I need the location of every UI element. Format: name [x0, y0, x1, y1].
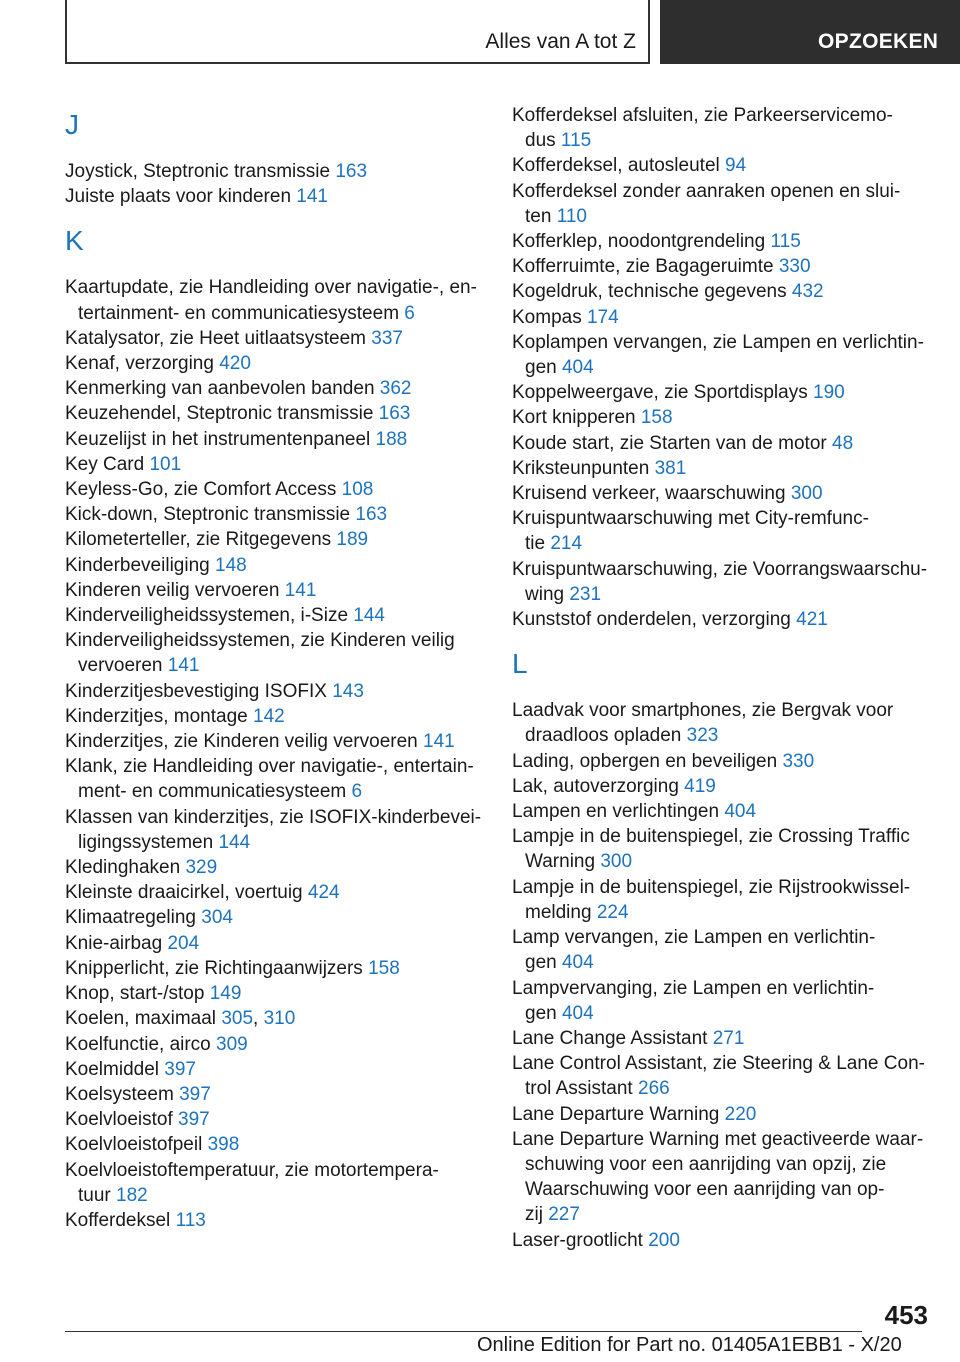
- page-link[interactable]: 419: [684, 775, 716, 797]
- index-entry: [65, 502, 485, 527]
- index-entry: [65, 981, 485, 1006]
- index-entry: [65, 1208, 485, 1233]
- index-entry-text: Klank, zie Handleiding over navigatie-, entertain- ment- en communicatiesysteem: [65, 756, 474, 803]
- index-entry: [512, 799, 942, 824]
- index-entry-text: Kogeldruk, technische gegevens: [512, 281, 787, 303]
- footer-edition: Online Edition for Part no. 01405A1EBB1 - X/20: [477, 1334, 902, 1356]
- page-link[interactable]: 330: [782, 750, 815, 772]
- page-link[interactable]: 144: [218, 831, 251, 853]
- page-link[interactable]: 115: [770, 231, 801, 253]
- page-link[interactable]: 148: [215, 554, 247, 576]
- page-link[interactable]: 101: [149, 453, 182, 475]
- page-link[interactable]: 231: [569, 583, 602, 605]
- page-number: 453: [884, 1300, 928, 1330]
- index-entry: [512, 925, 942, 975]
- page-link[interactable]: 141: [167, 655, 200, 677]
- index-entry-text: Kinderveiligheidssystemen, i-Size: [65, 605, 349, 627]
- index-entry-text: Kort knipperen: [512, 407, 636, 429]
- page-link[interactable]: 329: [185, 857, 218, 879]
- index-entry-text: Lane Control Assistant, zie Steering & Lane Con- trol Assistant: [512, 1053, 925, 1100]
- index-entry: [512, 229, 942, 254]
- page-link[interactable]: 108: [341, 479, 374, 501]
- page-link[interactable]: 163: [335, 161, 368, 182]
- page-link[interactable]: 337: [371, 327, 403, 349]
- page-link[interactable]: 404: [561, 357, 594, 379]
- index-entry-text: Key Card: [65, 453, 145, 475]
- index-letter-heading: L: [512, 648, 528, 680]
- page-link[interactable]: 300: [600, 851, 633, 873]
- page-link[interactable]: 188: [375, 428, 408, 450]
- page-link[interactable]: 143: [332, 680, 364, 702]
- page-link[interactable]: 141: [296, 186, 328, 208]
- index-entry-text: Kofferruimte, zie Bagageruimte: [512, 256, 774, 278]
- index-entry: [512, 976, 942, 1026]
- index-entry: [65, 628, 485, 678]
- index-entry-text: Klassen van kinderzitjes, zie ISOFIX-kinderbevei- ligingssystemen: [65, 806, 482, 853]
- page-link[interactable]: 381: [654, 457, 687, 479]
- index-entry: [65, 159, 485, 184]
- page-link[interactable]: 404: [561, 1002, 594, 1024]
- index-entry-text: Koelvloeistoftemperatuur, zie motortempera- tuur: [65, 1159, 439, 1206]
- index-entry: [512, 254, 942, 279]
- index-entry-text: Kompas: [512, 306, 582, 328]
- page-link[interactable]: 362: [379, 378, 412, 400]
- page-link[interactable]: 48: [832, 432, 854, 454]
- page-link[interactable]: 141: [423, 731, 455, 753]
- index-entry-text: Kunststof onderdelen, verzorging: [512, 609, 791, 631]
- page-link[interactable]: 421: [796, 609, 828, 631]
- index-entry-text: Kinderzitjes, zie Kinderen veilig vervoeren: [65, 731, 418, 753]
- index-entry-text: Kaartupdate, zie Handleiding over navigatie-, en- tertainment- en communicatiesysteem: [65, 277, 477, 324]
- index-entry-text: Kilometerteller, zie Ritgegevens: [65, 529, 332, 551]
- index-entry: [512, 380, 942, 405]
- index-entry-text: Lampje in de buitenspiegel, zie Crossing Traffic Warning: [512, 826, 910, 873]
- page-link[interactable]: 115: [560, 130, 592, 152]
- index-entry-text: Keyless-Go, zie Comfort Access: [65, 479, 337, 501]
- index-letter-heading: K: [65, 225, 84, 257]
- index-entry-text: Kofferdeksel: [65, 1209, 171, 1231]
- index-entry: [512, 431, 942, 456]
- index-entry-text: Kledinghaken: [65, 857, 181, 879]
- index-entry: [65, 754, 485, 804]
- index-entry: [65, 553, 485, 578]
- index-entry: [512, 607, 942, 632]
- index-entry: [65, 905, 485, 930]
- index-entry-text: Kofferdeksel, autosleutel: [512, 155, 720, 177]
- index-entry-text: Katalysator, zie Heet uitlaatsysteem: [65, 327, 366, 349]
- index-entry-text: Kofferklep, noodontgrendeling: [512, 231, 766, 253]
- index-entry-text: Kleinste draaicirkel, voertuig: [65, 882, 303, 904]
- index-entry-text: Koplampen vervangen, zie Lampen en verlichtin- gen: [512, 331, 924, 379]
- index-entry: [65, 679, 485, 704]
- index-entry: [65, 184, 485, 209]
- page-link[interactable]: 323: [686, 725, 719, 747]
- index-entry-text: Koppelweergave, zie Sportdisplays: [512, 382, 808, 404]
- index-entry: [65, 1032, 485, 1057]
- index-entry-text: Lane Change Assistant: [512, 1027, 708, 1049]
- index-entry: [512, 456, 942, 481]
- index-entry: [512, 1026, 942, 1051]
- index-entry-text: Kinderzitjes, montage: [65, 705, 248, 727]
- index-entry-text: Lampvervanging, zie Lampen en verlichtin- gen: [512, 977, 875, 1024]
- index-letter-heading: J: [65, 109, 79, 140]
- page-link[interactable]: 113: [175, 1209, 206, 1231]
- index-entry: [512, 153, 942, 178]
- footer-divider: [65, 1331, 862, 1332]
- index-entry-text: Kinderveiligheidssystemen, zie Kinderen veilig vervoeren: [65, 630, 455, 677]
- page-link[interactable]: 404: [724, 801, 757, 823]
- page-link[interactable]: 200: [648, 1229, 680, 1251]
- page-link[interactable]: 397: [164, 1058, 196, 1080]
- page-link[interactable]: 310: [263, 1008, 296, 1030]
- page-link[interactable]: 227: [548, 1204, 580, 1226]
- index-entry: [512, 506, 942, 556]
- page-link[interactable]: 397: [179, 1083, 211, 1105]
- index-entry-text: Koelvloeistof: [65, 1109, 173, 1131]
- header-title: Alles van A tot Z: [485, 30, 636, 53]
- index-entry-text: Klimaatregeling: [65, 907, 196, 929]
- index-entry-text: Knie-airbag: [65, 932, 163, 954]
- index-entry: [512, 1051, 942, 1101]
- index-entry: [65, 401, 485, 426]
- index-entry-text: Keuzehendel, Steptronic transmissie: [65, 403, 374, 425]
- index-entry: [512, 405, 942, 430]
- page-link[interactable]: 397: [178, 1109, 210, 1131]
- page-link[interactable]: 305: [221, 1008, 254, 1030]
- index-entry-text: Koelfunctie, airco: [65, 1033, 211, 1055]
- page-link[interactable]: 424: [307, 882, 340, 904]
- index-entry: [65, 1082, 485, 1107]
- index-entry: [65, 1158, 485, 1208]
- index-entry-text: Koude start, zie Starten van de motor: [512, 432, 827, 454]
- index-entry: [65, 1107, 485, 1132]
- index-entry-text: Knop, start-/stop: [65, 983, 205, 1005]
- page-link[interactable]: 110: [556, 205, 587, 227]
- index-entry: [65, 326, 485, 351]
- index-entry-text: Kofferdeksel afsluiten, zie Parkeerservicemo- dus: [512, 105, 893, 152]
- index-entry-text: Lamp vervangen, zie Lampen en verlichtin- gen: [512, 927, 876, 974]
- page-link[interactable]: 309: [216, 1033, 248, 1055]
- index-entry: [512, 1102, 942, 1127]
- page-link[interactable]: 6: [351, 781, 363, 803]
- index-entry-text: Juiste plaats voor kinderen: [65, 186, 292, 208]
- page-link[interactable]: 149: [209, 983, 242, 1005]
- index-entry: [65, 452, 485, 477]
- index-entry-text: Kenmerking van aanbevolen banden: [65, 378, 375, 400]
- section-tab[interactable]: [660, 0, 960, 64]
- index-entry-text: Kinderen veilig vervoeren: [65, 579, 280, 601]
- page-link[interactable]: 304: [201, 907, 233, 929]
- page-link[interactable]: 141: [284, 579, 317, 601]
- index-entry: [512, 557, 942, 607]
- index-entry: [512, 305, 942, 330]
- page-link[interactable]: 163: [378, 403, 411, 425]
- page-link[interactable]: 330: [778, 256, 811, 278]
- index-entry: [512, 749, 942, 774]
- page-link[interactable]: 163: [355, 504, 388, 526]
- page-link[interactable]: 404: [561, 952, 594, 974]
- index-entry: [512, 875, 942, 925]
- page-link[interactable]: 266: [638, 1078, 670, 1100]
- index-entry-text: Kick-down, Steptronic transmissie: [65, 504, 351, 526]
- index-entry: [65, 376, 485, 401]
- index-entry-text: Koelsysteem: [65, 1083, 174, 1105]
- letter-spacer: [65, 147, 485, 159]
- page-link[interactable]: 214: [550, 533, 583, 555]
- index-entry-text: Kinderzitjesbevestiging ISOFIX: [65, 680, 327, 702]
- page-link[interactable]: 6: [404, 302, 415, 324]
- index-entry-text: Laser-grootlicht: [512, 1229, 643, 1251]
- page-link[interactable]: 182: [116, 1184, 148, 1206]
- index-entry-text: Kruispuntwaarschuwing, zie Voorrangswaarschu- wing: [512, 558, 928, 605]
- index-entry: [512, 1228, 942, 1253]
- page-link[interactable]: 398: [207, 1134, 240, 1156]
- index-entry-text: Laadvak voor smartphones, zie Bergvak voor draadloos opladen: [512, 700, 894, 747]
- page-link[interactable]: 220: [724, 1103, 757, 1125]
- index-entry-text: Keuzelijst in het instrumentenpaneel: [65, 428, 371, 450]
- page-link[interactable]: 189: [336, 529, 369, 551]
- index-entry-text: Knipperlicht, zie Richtingaanwijzers: [65, 957, 363, 979]
- index-entry-text: Kinderbeveiliging: [65, 554, 210, 576]
- page-link[interactable]: 174: [586, 306, 619, 328]
- page-link[interactable]: 142: [253, 705, 285, 727]
- index-entry: [65, 931, 485, 956]
- letter-spacer: [65, 263, 485, 275]
- index-entry: [65, 351, 485, 376]
- index-entry: [512, 179, 942, 229]
- index-entry: [65, 704, 485, 729]
- index-entry-text: Koelen, maximaal: [65, 1008, 217, 1030]
- index-entry: [512, 824, 942, 874]
- page-link[interactable]: 271: [712, 1027, 745, 1049]
- index-entry-text: Kriksteunpunten: [512, 457, 650, 479]
- index-entry-text: Kofferdeksel zonder aanraken openen en slui- ten: [512, 180, 901, 227]
- index-entry-text: Kenaf, verzorging: [65, 353, 214, 375]
- section-label: OPZOEKEN: [818, 30, 939, 53]
- index-entry-text: Lane Departure Warning: [512, 1103, 720, 1125]
- index-entry: [512, 774, 942, 799]
- index-entry: Koelen, maximaal 305, 310: [65, 1008, 296, 1030]
- index-entry: [65, 956, 485, 981]
- index-entry-text: Kruispuntwaarschuwing met City-remfunc- tie: [512, 508, 869, 555]
- letter-spacer: [512, 686, 942, 698]
- index-entry: [65, 729, 485, 754]
- page-link[interactable]: 190: [813, 382, 845, 404]
- page-link[interactable]: 300: [790, 483, 823, 505]
- index-entry-text: Lading, opbergen en beveiligen: [512, 750, 778, 772]
- index-entry-text: Joystick, Steptronic transmissie: [65, 161, 331, 182]
- index-entry: [512, 279, 942, 304]
- index-entry-text: Lampje in de buitenspiegel, zie Rijstrookwissel- melding: [512, 876, 911, 923]
- page-link[interactable]: 144: [353, 605, 385, 627]
- page-link[interactable]: 158: [640, 407, 673, 429]
- index-entry: [65, 527, 485, 552]
- index-entry: [65, 578, 485, 603]
- page-link[interactable]: 432: [791, 281, 824, 303]
- header-tab: [65, 0, 650, 64]
- index-entry-text: Kruisend verkeer, waarschuwing: [512, 483, 786, 505]
- page-link[interactable]: 158: [368, 957, 400, 979]
- index-entry: [65, 805, 485, 855]
- index-entry: [65, 880, 485, 905]
- index-entry-text: Lane Departure Warning met geactiveerde waar- schuwing voor een aanrijding van opzij, zie Waarschuwing voor een aanrijding van op- zij: [512, 1128, 924, 1226]
- page-link[interactable]: 224: [596, 901, 629, 923]
- index-entry: [512, 1127, 942, 1228]
- index-column-left: [65, 103, 485, 1233]
- index-entry: [512, 481, 942, 506]
- page-link[interactable]: 94: [725, 155, 747, 177]
- index-entry: [512, 330, 942, 380]
- index-entry: [65, 477, 485, 502]
- page-link[interactable]: 204: [167, 932, 200, 954]
- index-entry-text: Koelmiddel: [65, 1058, 159, 1080]
- index-entry: [65, 603, 485, 628]
- index-entry: [65, 427, 485, 452]
- index-entry: [512, 698, 942, 748]
- index-entry: [65, 855, 485, 880]
- index-entry-text: Lampen en verlichtingen: [512, 801, 720, 823]
- index-entry: [512, 103, 942, 153]
- index-entry: [65, 1057, 485, 1082]
- index-entry: [65, 275, 485, 325]
- index-entry-text: Koelvloeistofpeil: [65, 1134, 203, 1156]
- index-column-right: [512, 103, 942, 1253]
- page-link[interactable]: 420: [219, 353, 251, 375]
- index-entry-text: Lak, autoverzorging: [512, 775, 679, 797]
- index-entry: [65, 1132, 485, 1157]
